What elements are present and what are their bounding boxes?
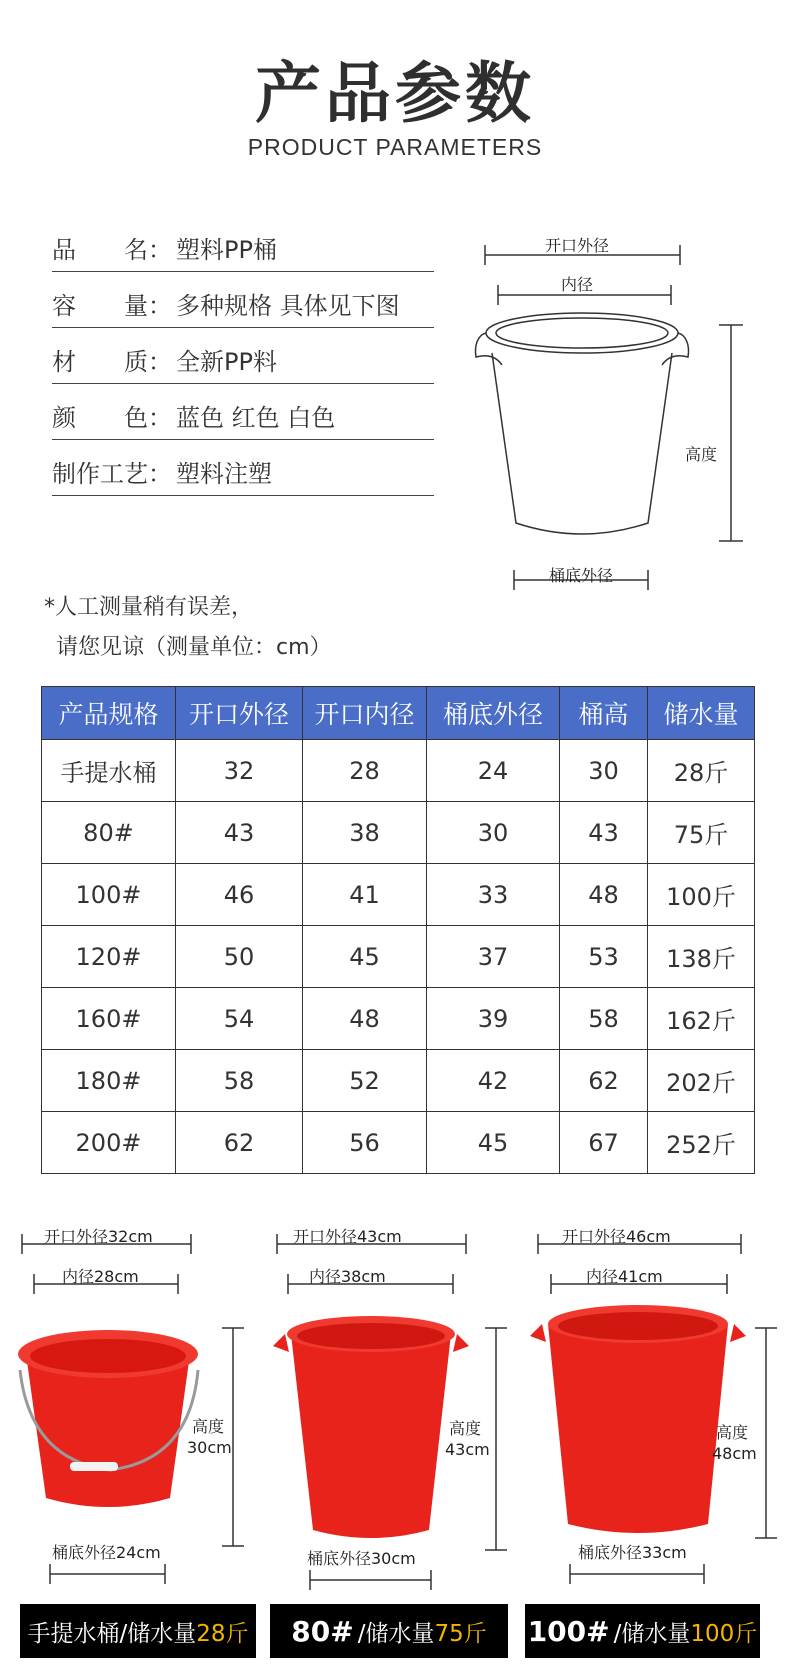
measurement-note-unit: 请您见谅（测量单位：cm） (56, 635, 332, 660)
diagram-height-label: 高度 (685, 445, 718, 464)
table-row (42, 1112, 755, 1174)
spec-label: 材 质： (52, 348, 172, 376)
height-value: 43cm (445, 1440, 490, 1459)
column-header: 储水量 (648, 687, 755, 740)
spec-value: 全新PP料 (176, 348, 277, 376)
table-cell: 32 (176, 740, 303, 802)
table-row (42, 1050, 755, 1112)
page-title: 产品参数 (255, 55, 535, 132)
table-cell: 28斤 (648, 740, 755, 802)
table-cell: 252斤 (648, 1112, 755, 1174)
table-cell: 54 (176, 988, 303, 1050)
table-cell: 100# (42, 864, 176, 926)
table-cell: 46 (176, 864, 303, 926)
inner-diameter-label: 内径41cm (586, 1267, 663, 1286)
table-row (42, 864, 755, 926)
table-cell: 202斤 (648, 1050, 755, 1112)
height-label: 高度 (716, 1423, 749, 1442)
table-cell: 53 (560, 926, 648, 988)
table-cell: 200# (42, 1112, 176, 1174)
table-cell: 33 (427, 864, 560, 926)
table-cell: 120# (42, 926, 176, 988)
table-cell: 100斤 (648, 864, 755, 926)
height-label: 高度 (449, 1419, 482, 1438)
outer-diameter-label: 开口外径43cm (293, 1227, 402, 1246)
table-cell: 39 (427, 988, 560, 1050)
capacity-label: /储水量 (613, 1620, 691, 1647)
capacity-bar-bucket (20, 1604, 256, 1658)
table-cell: 52 (303, 1050, 427, 1112)
column-header: 产品规格 (42, 687, 176, 740)
table-cell: 30 (560, 740, 648, 802)
spec-value: 塑料PP桶 (176, 236, 277, 264)
product-card-100 (526, 1210, 790, 1600)
bottom-diameter-label: 桶底外径24cm (52, 1543, 161, 1562)
table-cell: 41 (303, 864, 427, 926)
table-cell: 80# (42, 802, 176, 864)
capacity-value: 75斤 (434, 1620, 487, 1647)
height-value: 48cm (712, 1444, 757, 1463)
column-header: 桶底外径 (427, 687, 560, 740)
parameter-table (41, 686, 755, 1174)
column-header: 开口内径 (303, 687, 427, 740)
table-cell: 24 (427, 740, 560, 802)
spec-row-color (52, 402, 434, 440)
bucket-diagram (460, 225, 760, 605)
diagram-bottom-label: 桶底外径 (549, 566, 614, 585)
bottom-diameter-label: 桶底外径30cm (307, 1549, 416, 1568)
table-cell: 58 (176, 1050, 303, 1112)
table-cell: 45 (303, 926, 427, 988)
table-cell: 67 (560, 1112, 648, 1174)
table-cell: 162斤 (648, 988, 755, 1050)
capacity-value: 28斤 (196, 1620, 249, 1647)
inner-diameter-label: 内径38cm (309, 1267, 386, 1286)
model-name: 手提水桶 (27, 1620, 120, 1647)
spec-label: 颜 色： (52, 404, 172, 432)
table-cell: 48 (303, 988, 427, 1050)
capacity-value: 100斤 (690, 1620, 758, 1647)
height-value: 30cm (187, 1438, 232, 1457)
capacity-bar-100 (525, 1604, 760, 1658)
spec-row-capacity (52, 290, 434, 328)
measurement-note: *人工测量稍有误差， (44, 595, 254, 620)
table-row (42, 802, 755, 864)
table-cell: 50 (176, 926, 303, 988)
bottom-diameter-label: 桶底外径33cm (578, 1543, 687, 1562)
spec-row-process (52, 458, 434, 496)
table-cell: 160# (42, 988, 176, 1050)
height-label: 高度 (192, 1417, 225, 1436)
spec-label: 品 名： (52, 236, 172, 264)
outer-diameter-label: 开口外径46cm (562, 1227, 671, 1246)
table-cell: 138斤 (648, 926, 755, 988)
spec-row-name (52, 234, 434, 272)
page-subtitle: PRODUCT PARAMETERS (247, 134, 543, 160)
spec-label: 制作工艺： (52, 460, 172, 488)
table-cell: 180# (42, 1050, 176, 1112)
table-row (42, 740, 755, 802)
table-cell: 45 (427, 1112, 560, 1174)
table-cell: 62 (176, 1112, 303, 1174)
column-header: 开口外径 (176, 687, 303, 740)
table-header-row (42, 687, 755, 740)
table-cell: 42 (427, 1050, 560, 1112)
spec-label: 容 量： (52, 292, 172, 320)
table-cell: 28 (303, 740, 427, 802)
table-cell: 58 (560, 988, 648, 1050)
inner-diameter-label: 内径28cm (62, 1267, 139, 1286)
diagram-inner-label: 内径 (561, 275, 594, 294)
table-cell: 38 (303, 802, 427, 864)
spec-value: 塑料注塑 (176, 460, 272, 488)
table-row (42, 926, 755, 988)
table-row (42, 988, 755, 1050)
product-card-80 (263, 1210, 526, 1600)
table-cell: 30 (427, 802, 560, 864)
model-name: 100# (527, 1614, 610, 1648)
table-cell: 37 (427, 926, 560, 988)
table-cell: 75斤 (648, 802, 755, 864)
table-cell: 43 (176, 802, 303, 864)
capacity-label: /储水量 (119, 1620, 197, 1647)
capacity-label: /储水量 (357, 1620, 435, 1647)
model-name: 80# (291, 1614, 354, 1648)
table-cell: 手提水桶 (42, 740, 176, 802)
spec-value: 蓝色 红色 白色 (176, 404, 336, 432)
column-header: 桶高 (560, 687, 648, 740)
spec-value: 多种规格 具体见下图 (176, 292, 400, 320)
capacity-bar-80 (270, 1604, 508, 1658)
diagram-outer-label: 开口外径 (545, 236, 610, 255)
spec-row-material (52, 346, 434, 384)
table-cell: 43 (560, 802, 648, 864)
outer-diameter-label: 开口外径32cm (44, 1227, 153, 1246)
table-cell: 48 (560, 864, 648, 926)
table-cell: 62 (560, 1050, 648, 1112)
product-card-bucket (0, 1210, 263, 1600)
bucket-80-image (263, 1210, 526, 1600)
table-cell: 56 (303, 1112, 427, 1174)
